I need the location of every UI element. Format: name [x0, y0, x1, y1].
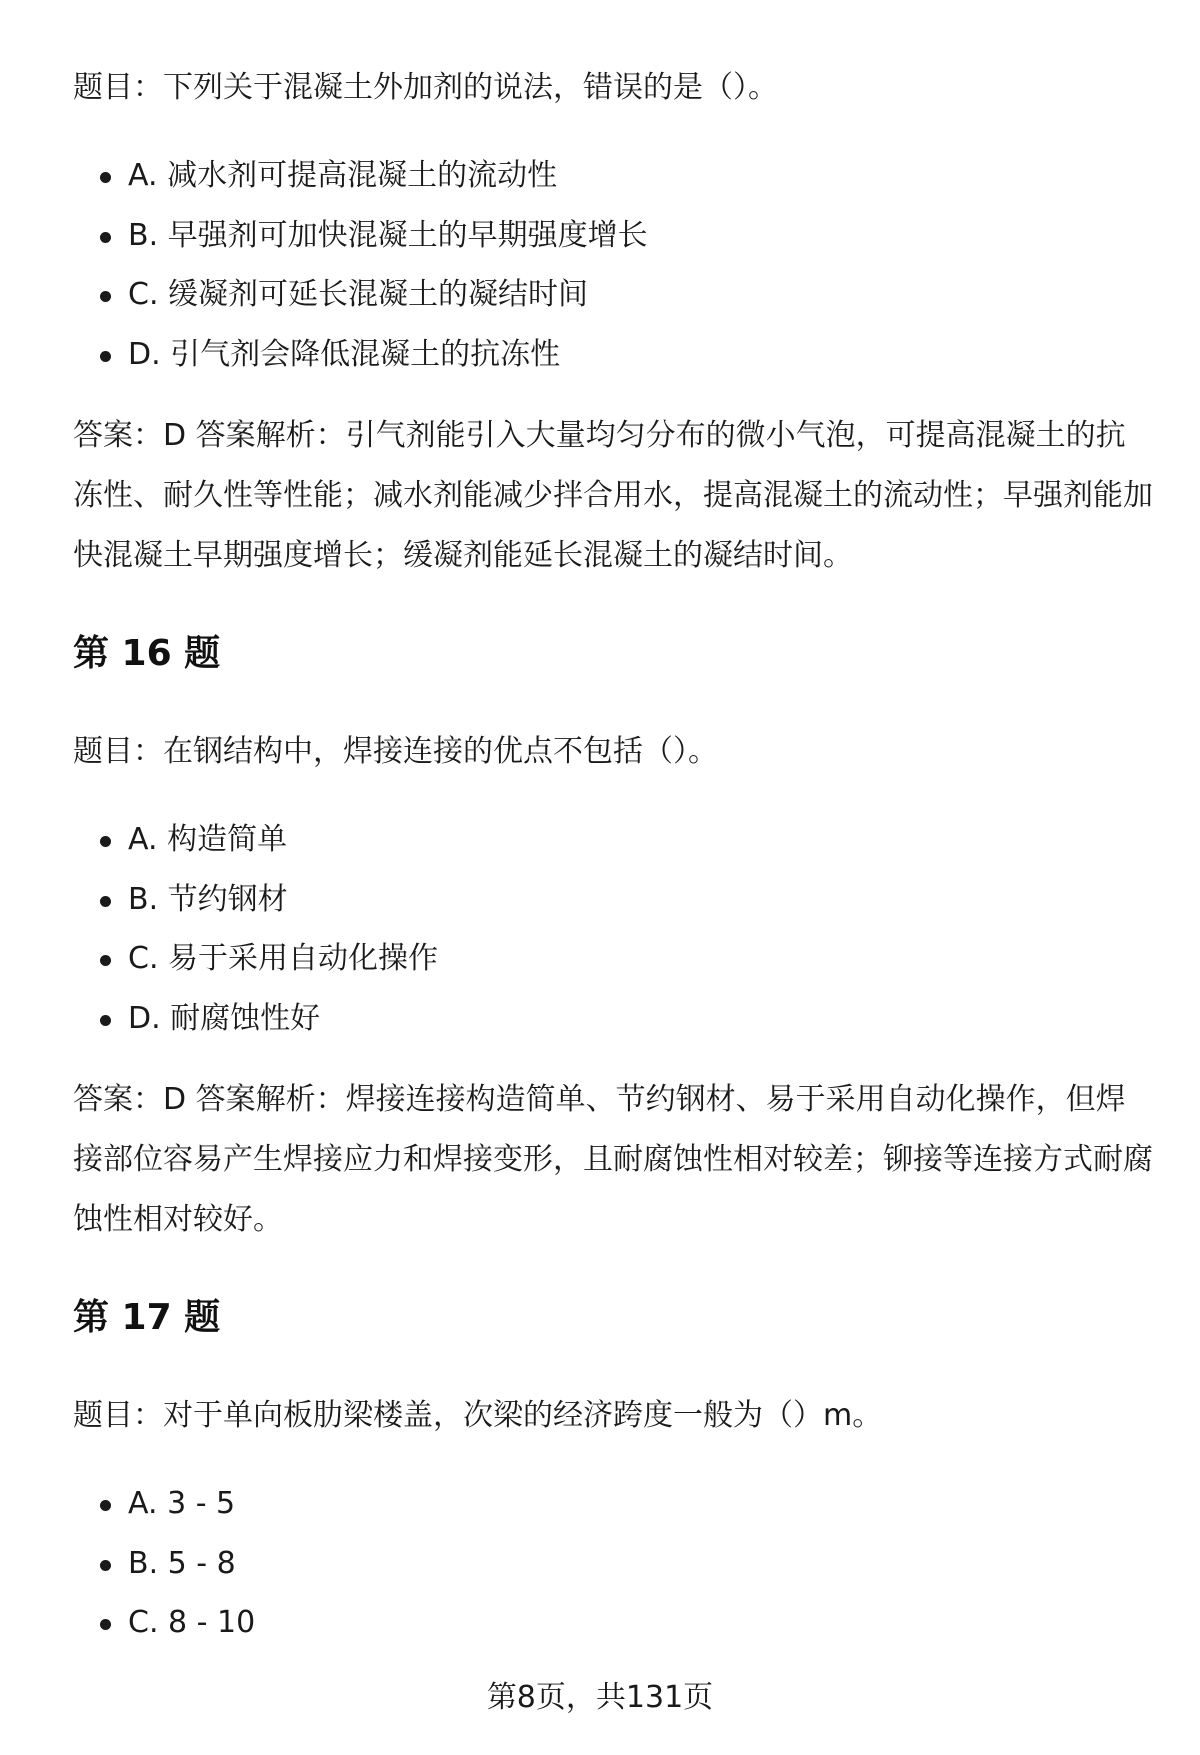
option-label: A. 减水剂可提高混凝土的流动性: [128, 158, 558, 193]
bullet-icon: [100, 955, 111, 966]
bullet-icon: [100, 1015, 111, 1026]
option-item: [73, 870, 1153, 930]
question-16-options: [73, 810, 1153, 1048]
option-item: [73, 325, 1153, 385]
option-label: B. 5 - 8: [128, 1545, 236, 1581]
bullet-icon: [100, 836, 111, 847]
question-16-heading: 第 16 题: [73, 633, 221, 674]
document-page: [73, 58, 1153, 1675]
bullet-icon: [100, 172, 111, 183]
question-15-options: [73, 146, 1153, 384]
option-item: [73, 1474, 1153, 1534]
option-item: [73, 206, 1153, 266]
bullet-icon: [100, 351, 111, 362]
bullet-icon: [100, 291, 111, 302]
question-16-answer: 答案：D 答案解析：焊接连接构造简单、节约钢材、易于采用自动化操作，但焊接部位容易产生焊接应力和焊接变形，且耐腐蚀性相对较差；铆接等连接方式耐腐蚀性相对较好。: [73, 1082, 1153, 1237]
option-label: B. 节约钢材: [128, 881, 288, 917]
option-label: C. 易于采用自动化操作: [128, 941, 439, 976]
bullet-icon: [100, 1619, 111, 1630]
bullet-icon: [100, 1500, 111, 1511]
bullet-icon: [100, 896, 111, 907]
question-15-answer: 答案：D 答案解析：引气剂能引入大量均匀分布的微小气泡，可提高混凝土的抗冻性、耐久性等性能；减水剂能减少拌合用水，提高混凝土的流动性；早强剂能加快混凝土早期强度增长；缓凝剂能延长混凝土的凝结时间。: [73, 418, 1153, 573]
option-item: [73, 989, 1153, 1049]
option-item: [73, 810, 1153, 870]
option-item: [73, 1593, 1153, 1653]
question-16-text: 题目：在钢结构中，焊接连接的优点不包括（）。: [73, 734, 718, 769]
option-item: [73, 929, 1153, 989]
option-item: [73, 146, 1153, 206]
option-label: C. 8 - 10: [128, 1605, 256, 1640]
page-number-footer: 第8页，共131页: [486, 1680, 714, 1715]
option-label: D. 引气剂会降低混凝土的抗冻性: [128, 336, 561, 372]
question-17-heading: 第 17 题: [73, 1297, 221, 1338]
option-label: D. 耐腐蚀性好: [128, 1000, 321, 1036]
option-label: B. 早强剂可加快混凝土的早期强度增长: [128, 217, 648, 253]
option-label: C. 缓凝剂可延长混凝土的凝结时间: [128, 277, 589, 312]
option-item: [73, 1534, 1153, 1594]
bullet-icon: [100, 232, 111, 243]
question-17-options: [73, 1474, 1153, 1653]
option-label: A. 3 - 5: [128, 1486, 236, 1521]
bullet-icon: [100, 1560, 111, 1571]
option-label: A. 构造简单: [128, 822, 288, 857]
question-15-text: 题目：下列关于混凝土外加剂的说法，错误的是（）。: [73, 70, 778, 105]
option-item: [73, 265, 1153, 325]
question-17-text: 题目：对于单向板肋梁楼盖，次梁的经济跨度一般为（）m。: [73, 1398, 883, 1433]
